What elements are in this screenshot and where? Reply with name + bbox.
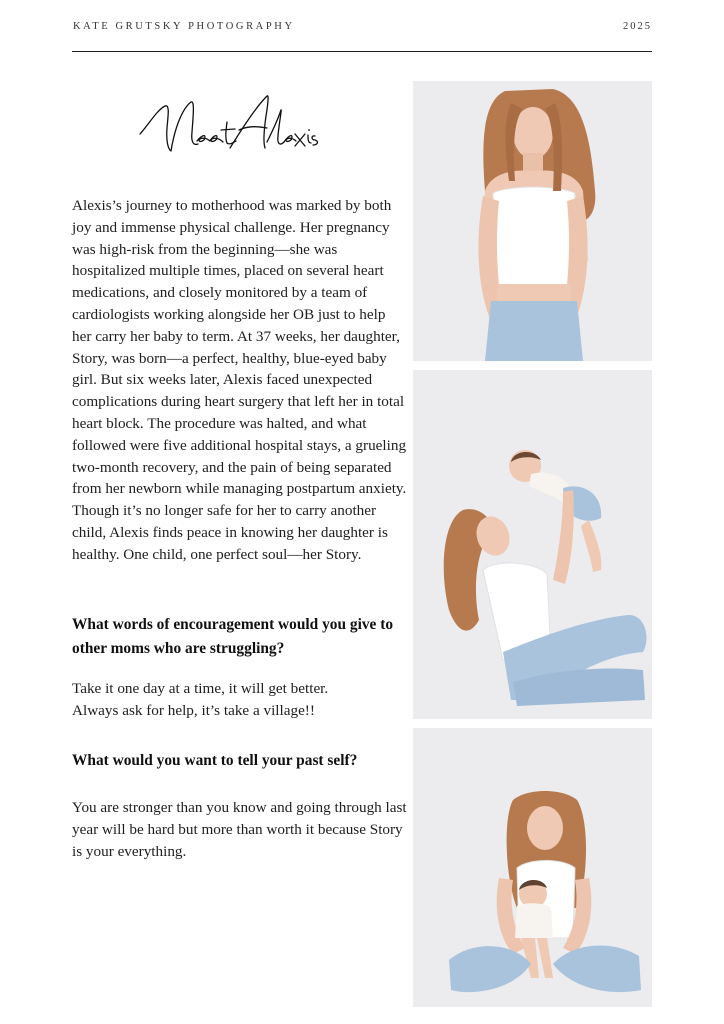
year: 2025: [623, 21, 652, 32]
photo-portrait: [413, 81, 652, 361]
answer-past-self: [72, 797, 408, 862]
question-encouragement: What words of encouragement would you give to other moms who are struggling?: [72, 616, 394, 657]
answer-line: You are stronger than you know and going through last year will be hard but more than worth it because Story is your everything.: [72, 799, 407, 860]
photo-lifting-baby: [413, 370, 652, 719]
header-divider: [72, 51, 652, 52]
answer-encouragement: [72, 678, 408, 722]
question-past-self: What would you want to tell your past self?: [72, 752, 358, 769]
signature-meet-alexis: [135, 86, 335, 164]
photo-seated-with-baby: [413, 728, 652, 1007]
brand-name: KATE GRUTSKY PHOTOGRAPHY: [73, 21, 295, 32]
answer-line: Take it one day at a time, it will get better.: [72, 680, 329, 697]
intro-paragraph: Alexis’s journey to motherhood was marked by both joy and immense physical challenge. Her pregnancy was high-risk from the beginning—she was hospitalized multiple times, placed on several heart medications, and closely monitored by a team of cardiologists working alongside her OB just to help her carry her baby to term. At 37 weeks, her daughter, Story, was born—a perfect, healthy, blue-eyed baby girl. But six weeks later, Alexis faced unexpected complications during heart surgery that left her in total heart block. The procedure was halted, and what followed were five additional hospital stays, a grueling two-month recovery, and the pain of being separated from her newborn while managing postpartum anxiety. Though it’s no longer safe for her to carry another child, Alexis finds peace in knowing her daughter is healthy. One child, one perfect soul—her Story.: [72, 197, 407, 563]
answer-line: Always ask for help, it’s take a village!!: [72, 701, 315, 719]
script-title: [135, 86, 335, 164]
